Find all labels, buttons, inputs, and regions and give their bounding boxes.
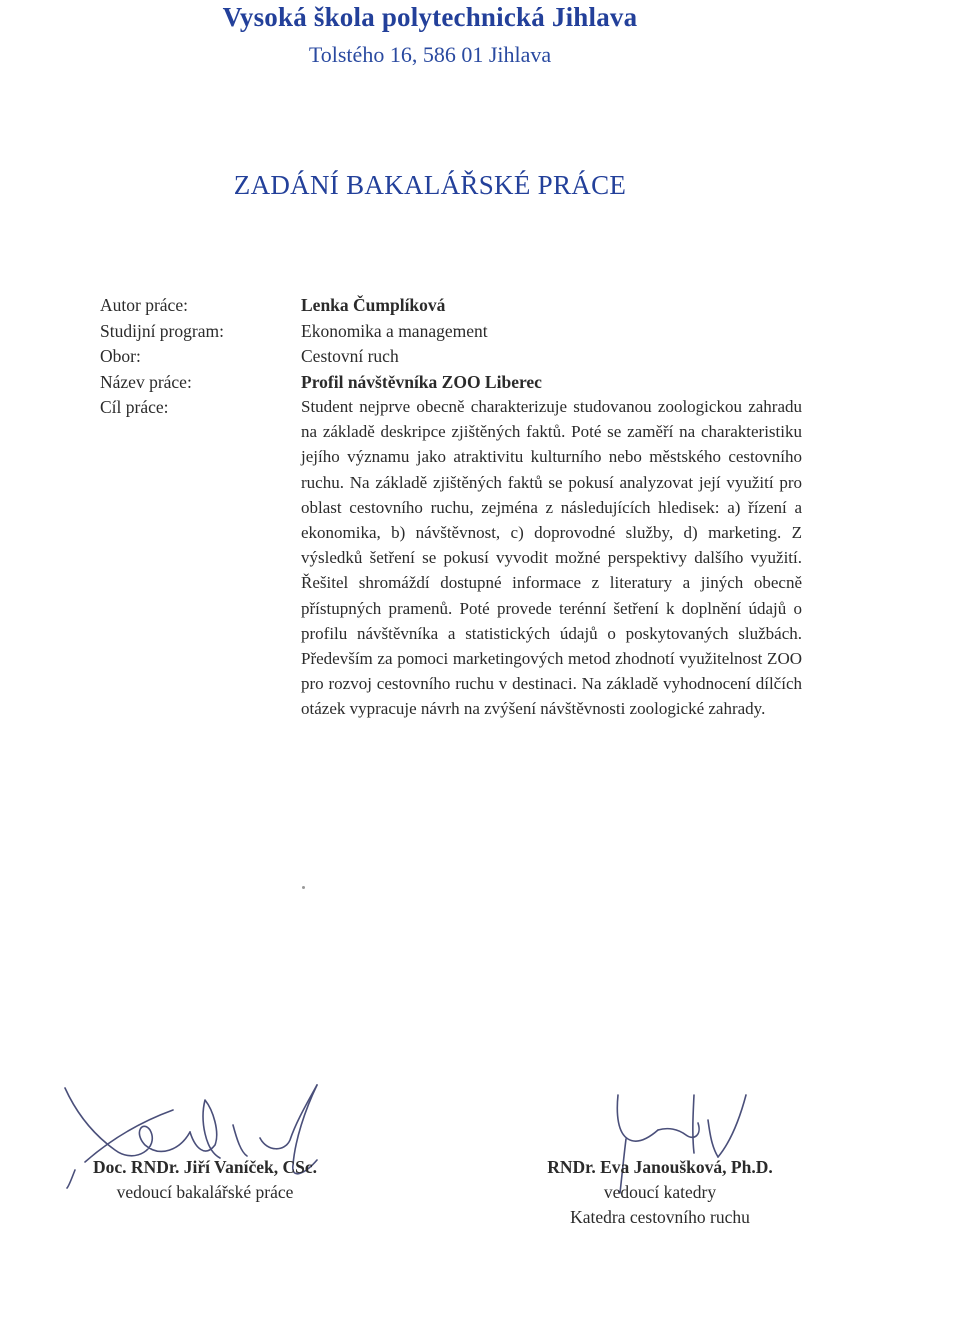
supervisor-role: vedoucí bakalářské práce [116,1182,294,1202]
goal-label: Cíl práce: [100,397,169,417]
supervisor-name: Doc. RNDr. Jiří Vaníček, CSc. [93,1157,317,1177]
document-title: ZADÁNÍ BAKALÁŘSKÉ PRÁCE [233,170,627,200]
head-department: Katedra cestovního ruchu [570,1207,750,1227]
field-label: Obor: [100,346,141,366]
thesis-title-label: Název práce: [100,371,192,392]
head-name: RNDr. Eva Janoušková, Ph.D. [547,1157,773,1177]
school-address: Tolstého 16, 586 01 Jihlava [308,42,552,67]
head-signature-block [480,1155,840,1230]
scan-speck [302,886,305,889]
program-value: Ekonomika a management [301,320,488,341]
supervisor-signature-block [40,1155,370,1205]
field-labels [100,293,224,421]
author-label: Autor práce: [100,295,188,315]
goal-text: Student nejprve obecně charakterizuje studovanou zoologickou zahradu na základě deskripce zjištěných faktů. Poté se zaměří na charakteristiku jejího významu jako atraktivitu kulturního nebo městského cestovního ruchu. Na základě zjištěných faktů se pokusí analyzovat její využití pro oblast cestovního ruchu, zejména z následujících hledisek: a) řízení a ekonomika, b) návštěvnost, c) doprovodné služby, d) marketing. Z výsledků šetření se pokusí vyvodit možné perspektivy dalšího využití. Řešitel shromáždí dostupné informace z literatury a jiných obecně přístupných pramenů. Poté provede terénní šetření k doplnění údajů o profilu návštěvníka a statistických údajů o poskytovaných službách. Především za pomoci marketingových metod zhodnotí využitelnost ZOO pro rozvoj cestovního ruchu v destinaci. Na základě vyhodnocení dílčích otázek vypracuje návrh na zvýšení návštěvnosti zoologické zahrady. [301,397,802,719]
thesis-title-value: Profil návštěvníka ZOO Liberec [301,371,542,392]
field-value: Cestovní ruch [301,346,399,366]
program-label: Studijní program: [100,320,224,341]
head-role: vedoucí katedry [603,1182,717,1202]
author-value: Lenka Čumplíková [301,295,446,315]
field-values [301,293,801,395]
school-name: Vysoká škola polytechnická Jihlava [222,2,638,32]
